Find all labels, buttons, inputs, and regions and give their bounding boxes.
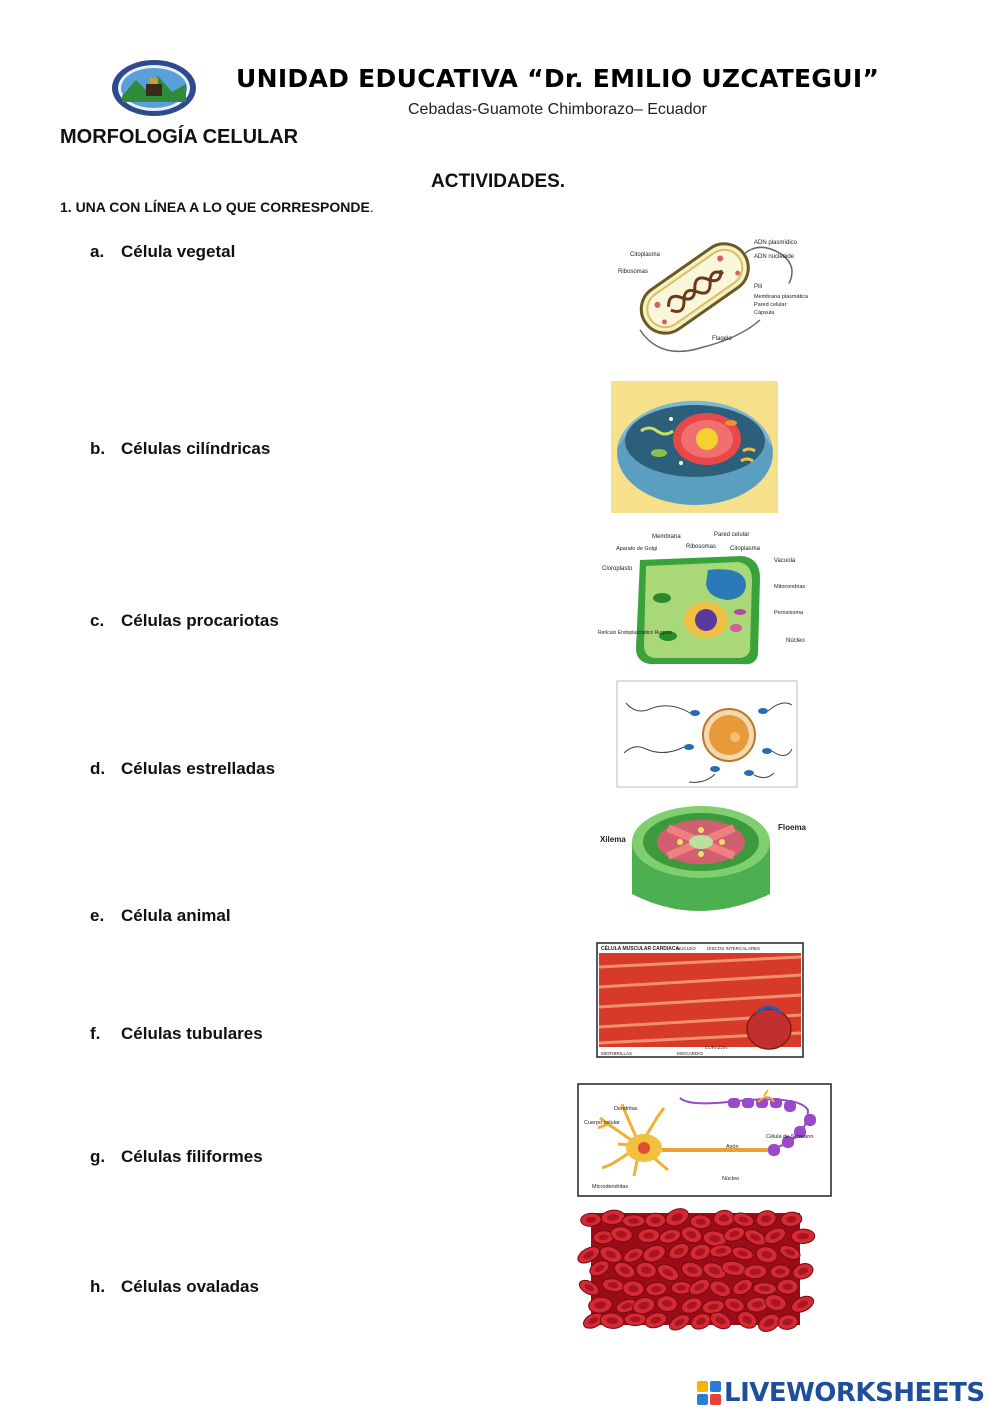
red-blood-cell	[645, 1213, 666, 1228]
cardiac-muscle-icon[interactable]	[597, 943, 803, 1057]
item-letter: g.	[90, 1147, 106, 1166]
instruction-main: 1. UNA CON LÍNEA A LO QUE CORRESPONDE	[60, 199, 370, 215]
school-location: Cebadas-Guamote Chimborazo– Ecuador	[408, 101, 707, 118]
label-flagelo: Flagelo	[712, 336, 732, 342]
item-letter: c.	[90, 611, 105, 630]
red-blood-cell	[770, 1265, 791, 1279]
liveworksheets-logo-icon	[697, 1381, 721, 1405]
label-nucleo: Núcleo	[786, 638, 805, 644]
item-label: Células estrelladas	[121, 759, 276, 778]
label-golgi: Aparato de Golgi	[616, 546, 658, 552]
label-citoplasma: Citoplasma	[730, 546, 761, 552]
label-pared: Pared celular	[754, 302, 787, 308]
label-discos: DISCOS INTERCALARES	[707, 946, 761, 951]
instruction-text	[60, 199, 374, 215]
item-letter: a.	[90, 242, 105, 261]
label-celula-cardiaca: CÉLULA MUSCULAR CARDIACA	[601, 946, 680, 952]
label-nucleo: NÚCLEO	[677, 946, 696, 951]
label-nucleo: Núcleo	[722, 1176, 740, 1182]
label-reticulo: Retículo Endoplasmático Rugoso	[598, 630, 672, 636]
prokaryotic-cell-icon[interactable]	[612, 218, 809, 368]
label-mitocondrias: Mitocondrias	[774, 584, 806, 590]
plant-cell-icon[interactable]	[596, 528, 818, 668]
red-blood-cells-icon[interactable]	[591, 1213, 800, 1325]
label-capsula: Cápsula	[754, 310, 775, 316]
item-letter: e.	[90, 906, 105, 925]
list-item-e[interactable]	[90, 906, 231, 926]
item-label: Células procariotas	[121, 611, 279, 630]
item-letter: f.	[90, 1024, 101, 1043]
list-item-d[interactable]	[90, 759, 275, 779]
label-ribosomas: Ribosomas	[686, 544, 717, 550]
stem-cross-section-icon[interactable]	[598, 802, 810, 924]
label-vacuola: Vacuola	[774, 558, 796, 564]
neuron-icon[interactable]	[578, 1084, 831, 1196]
label-floema: Floema	[778, 823, 807, 832]
animal-cell-icon[interactable]	[611, 381, 778, 513]
list-item-g[interactable]	[90, 1147, 263, 1167]
red-blood-cell	[777, 1279, 798, 1294]
item-letter: b.	[90, 439, 106, 458]
label-microdendritas: Microdendritas	[592, 1184, 629, 1190]
sperm-and-egg-icon[interactable]	[617, 681, 797, 787]
label-adn-nucleoide: ADN nucleoide	[754, 254, 795, 260]
red-blood-cell	[624, 1313, 646, 1326]
list-item-c[interactable]	[90, 611, 279, 631]
list-item-h[interactable]	[90, 1277, 259, 1297]
label-pared-celular: Pared celular	[714, 532, 750, 538]
item-label: Células tubulares	[121, 1024, 263, 1043]
list-item-a[interactable]	[90, 242, 235, 262]
label-miocardio: MIOCARDIO	[677, 1051, 704, 1056]
label-xilema: Xilema	[600, 835, 626, 844]
school-title: UNIDAD EDUCATIVA “Dr. EMILIO UZCATEGUI”	[236, 64, 880, 93]
item-label: Célula animal	[121, 906, 231, 925]
label-membrana: Membrana	[652, 534, 681, 540]
red-blood-cell	[753, 1282, 777, 1295]
label-corazon: CORAZÓN	[705, 1045, 728, 1050]
label-miofibrillas: MIOFIBRILLAS	[601, 1051, 633, 1056]
school-seal-icon	[110, 58, 198, 118]
instruction-punct: .	[369, 199, 374, 215]
list-item-b[interactable]	[90, 439, 270, 459]
item-label: Células ovaladas	[121, 1277, 259, 1296]
item-label: Células cilíndricas	[121, 439, 271, 458]
label-cloroplasto: Cloroplasto	[602, 566, 633, 572]
red-blood-cell	[671, 1281, 692, 1294]
label-ribosomas: Ribosomas	[618, 269, 649, 275]
list-item-f[interactable]	[90, 1024, 263, 1044]
topic-heading: MORFOLOGÍA CELULAR	[60, 126, 299, 148]
label-axon: Axón	[726, 1144, 739, 1150]
item-letter: h.	[90, 1277, 106, 1296]
red-blood-cell	[622, 1215, 645, 1227]
label-peroxisoma: Peroxisoma	[774, 610, 804, 616]
item-label: Células filiformes	[121, 1147, 263, 1166]
label-citoplasma: Citoplasma	[630, 252, 661, 258]
watermark-text: LIVEWORKSHEETS	[724, 1378, 985, 1408]
label-pili: Pili	[754, 284, 763, 290]
item-letter: d.	[90, 759, 106, 778]
label-schwann: Célula de Schwann	[766, 1134, 814, 1140]
label-cuerpo-celular: Cuerpo celular	[584, 1120, 620, 1126]
item-label: Célula vegetal	[121, 242, 236, 261]
label-adn-plasmidico: ADN plasmídico	[754, 240, 798, 246]
liveworksheets-watermark	[697, 1376, 985, 1410]
label-dendritas: Dendritas	[614, 1106, 638, 1112]
red-blood-cell	[791, 1229, 815, 1244]
label-membrana: Membrana plasmática	[754, 294, 809, 300]
activities-heading: ACTIVIDADES.	[431, 171, 566, 192]
